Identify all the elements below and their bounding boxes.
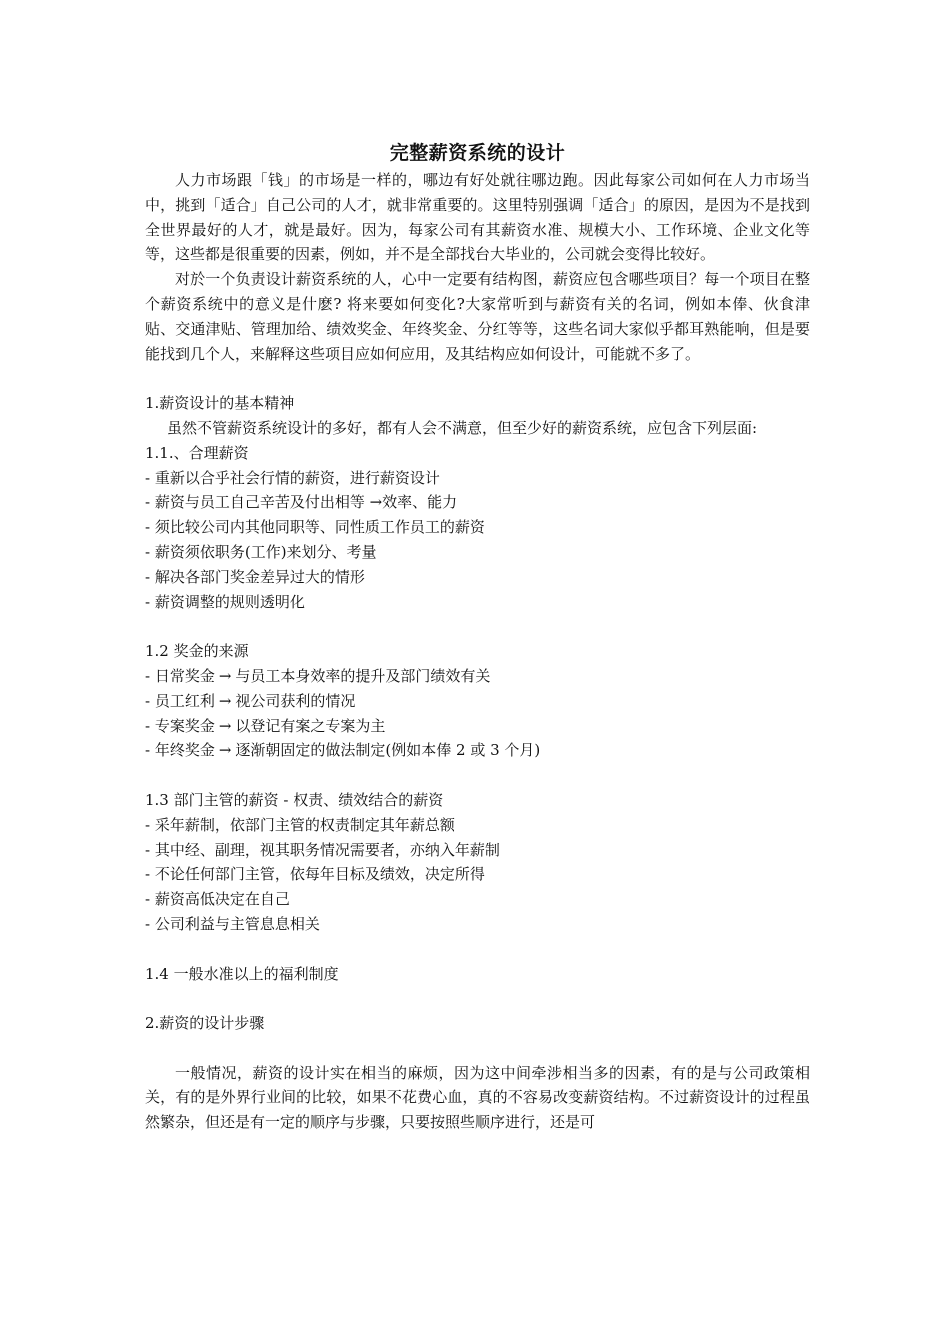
section-1-heading: 1.薪资设计的基本精神 <box>145 394 295 413</box>
subsection-1-1-heading: 1.1.、合理薪资 <box>145 443 249 462</box>
spacer <box>145 1036 810 1061</box>
document-page <box>145 138 810 1135</box>
intro-paragraph-1: 人力市场跟「钱」的市场是一样的，哪边有好处就往哪边跑。因此每家公司如何在人力市场当中，挑到「适合」自己公司的人才，就非常重要的。这里特别强调「适合」的原因，是因为不是找到全世界最好的人才，就是最好。因为，每家公司有其薪资水准、规模大小、工作环境、企业文化等等，这些都是很重要的因素，例如，并不是全部找台大毕业的，公司就会变得比较好。 <box>145 171 810 264</box>
list-item: - 薪资调整的规则透明化 <box>145 592 305 611</box>
list-item: - 重新以合乎社会行情的薪资，进行薪资设计 <box>145 468 440 487</box>
bonus-description: 与员工本身效率的提升及部门绩效有关 <box>235 666 491 685</box>
spacer <box>145 986 810 1011</box>
list-item: - 薪资与员工自己辛苦及付出相等 →效率、能力 <box>145 493 458 512</box>
bonus-item <box>145 664 810 689</box>
spacer <box>145 763 810 788</box>
list-item: - 不论任何部门主管，依每年目标及绩效，决定所得 <box>145 865 485 884</box>
bonus-description: 视公司获利的情况 <box>235 691 356 710</box>
subsection-1-4-heading: 1.4 一般水准以上的福利制度 <box>145 964 339 983</box>
section-2-heading: 2.薪资的设计步骤 <box>145 1014 265 1033</box>
section-1-paragraph: 虽然不管薪资系统设计的多好，都有人会不满意，但至少好的薪资系统，应包含下列层面: <box>167 418 758 437</box>
bonus-description: 逐渐朝固定的做法制定(例如本俸 2 或 3 个月) <box>235 741 541 760</box>
bonus-description: 以登记有案之专案为主 <box>235 716 386 735</box>
subsection-1-2-heading: 1.2 奖金的来源 <box>145 642 249 661</box>
list-item: - 薪资须依职务(工作)来划分、考量 <box>145 542 377 561</box>
bonus-label: - 日常奖金 <box>145 666 215 685</box>
list-item: - 解决各部门奖金差异过大的情形 <box>145 567 365 586</box>
intro-paragraph-2: 对於一个负责设计薪资系统的人，心中一定要有结构图，薪资应包含哪些项目？每一个项目在整个薪资系统中的意义是什麽? 将来要如何变化?大家常听到与薪资有关的名词，例如本俸、伙食津贴、交通津贴、管理加给、绩效奖金、年终奖金、分红等等，这些名词大家似乎都耳熟能响，但是要能找到几个人，来解释这些项目应如何应用，及其结构应如何设计，可能就不多了。 <box>145 270 810 363</box>
list-item: - 薪资高低决定在自己 <box>145 890 290 909</box>
list-item: - 公司利益与主管息息相关 <box>145 914 320 933</box>
bonus-item <box>145 738 810 763</box>
spacer <box>145 614 810 639</box>
list-item: - 须比较公司内其他同职等、同性质工作员工的薪资 <box>145 518 485 537</box>
subsection-1-3-heading: 1.3 部门主管的薪资 - 权责、绩效结合的薪资 <box>145 790 444 809</box>
bonus-label: - 年终奖金 <box>145 741 215 760</box>
list-item: - 采年薪制，依部门主管的权责制定其年薪总额 <box>145 815 455 834</box>
bonus-item <box>145 714 810 739</box>
arrow-right-icon: → <box>218 666 232 685</box>
section-2-paragraph: 一般情况，薪资的设计实在相当的麻烦，因为这中间牵涉相当多的因素，有的是与公司政策相关，有的是外界行业间的比较，如果不花费心血，真的不容易改变薪资结构。不过薪资设计的过程虽然繁杂，但还是有一定的顺序与步骤，只要按照些顺序进行，还是可 <box>145 1063 810 1132</box>
spacer <box>145 366 810 391</box>
document-title: 完整薪资系统的设计 <box>389 142 566 164</box>
arrow-right-icon: → <box>218 741 232 760</box>
arrow-right-icon: → <box>218 691 232 710</box>
list-item: - 其中经、副理，视其职务情况需要者，亦纳入年薪制 <box>145 840 500 859</box>
spacer <box>145 937 810 962</box>
bonus-label: - 专案奖金 <box>145 716 215 735</box>
bonus-item <box>145 689 810 714</box>
arrow-right-icon: → <box>218 716 232 735</box>
bonus-label: - 员工红利 <box>145 691 215 710</box>
